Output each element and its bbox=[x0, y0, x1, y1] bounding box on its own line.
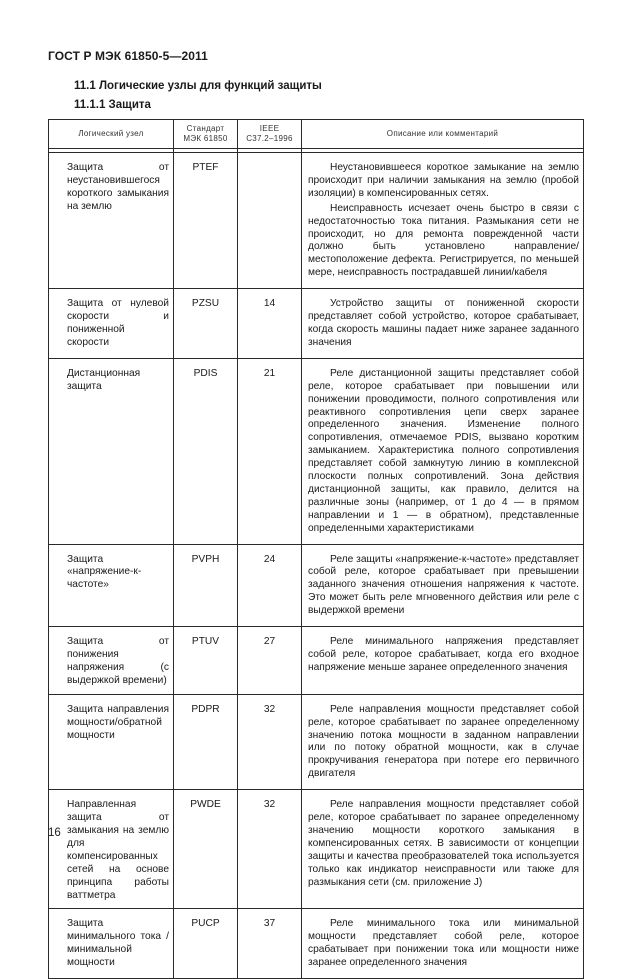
description-paragraph: Неисправность исчезает очень быстро в связи с недостаточностью тока питания. Размыкания сети не происходит, но для ремонта поврежденной части должно быть установлено направление/местоположение дефекта. Регистрируется, по меньшей мере, неисправность пострадавшей линии/кабеля bbox=[308, 202, 579, 279]
node-name-cell: Защита от неустановившегося короткого замыкания на землю bbox=[49, 153, 174, 289]
iec-code-cell: PWDE bbox=[174, 790, 238, 909]
ieee-code-cell: 37 bbox=[238, 909, 302, 979]
description-paragraph: Реле направления мощности представляет собой реле, которое срабатывает по заранее определенному значению мощности короткого замыкания в компенсированных сетях. В зависимости от концепции защиты и качества преобразователей тока используется только как индикатор неисправности или также для размыкания сети (см. приложение J) bbox=[308, 799, 579, 888]
col-header-node: Логический узел bbox=[49, 120, 174, 149]
description-paragraph: Реле минимального тока или минимальной мощности представляет собой реле, которое срабатывает при понижении тока или мощности ниже заранее определенного значения bbox=[308, 918, 579, 969]
table-header-row bbox=[49, 120, 584, 149]
description-cell bbox=[302, 289, 584, 359]
ieee-code-cell bbox=[238, 153, 302, 289]
table-row bbox=[49, 694, 584, 789]
description-cell bbox=[302, 627, 584, 695]
table-row bbox=[49, 627, 584, 695]
description-cell bbox=[302, 358, 584, 544]
node-name-cell: Направленная защита от замыкания на землю для компенсированных сетей на основе принципа работы ваттметра bbox=[49, 790, 174, 909]
table-row bbox=[49, 544, 584, 627]
description-paragraph: Реле защиты «напряжение-к-частоте» представляет собой реле, которое срабатывает при превышении заданного значения отношения напряжения к частоте. Это может быть реле мгновенного действия или реле с выдержкой времени bbox=[308, 553, 579, 617]
node-name-cell: Защита минимального тока / минимальной мощности bbox=[49, 909, 174, 979]
node-name-cell: Дистанционная защита bbox=[49, 358, 174, 544]
ieee-code-cell: 32 bbox=[238, 694, 302, 789]
ieee-code-cell: 21 bbox=[238, 358, 302, 544]
table-row bbox=[49, 289, 584, 359]
iec-code-cell: PTUV bbox=[174, 627, 238, 695]
iec-code-cell: PTEF bbox=[174, 153, 238, 289]
col-header-iec: Стандарт МЭК 61850 bbox=[174, 120, 238, 149]
description-cell bbox=[302, 694, 584, 789]
description-paragraph: Неустановившееся короткое замыкание на землю происходит при наличии замыкания на землю (пробой изоляции) в компенсированных сетях. bbox=[308, 162, 579, 199]
description-cell bbox=[302, 909, 584, 979]
section-title: 11.1 Логические узлы для функций защиты bbox=[74, 80, 322, 92]
table-row bbox=[49, 358, 584, 544]
subsection-title: 11.1.1 Защита bbox=[74, 99, 151, 111]
protection-nodes-table bbox=[48, 119, 584, 979]
node-name-cell: Защита «напряжение-к-частоте» bbox=[49, 544, 174, 627]
col-header-description: Описание или комментарий bbox=[302, 120, 584, 149]
iec-code-cell: PZSU bbox=[174, 289, 238, 359]
description-paragraph: Реле минимального напряжения представляет собой реле, которое срабатывает, когда его входное напряжение меньше заранее определенного значения bbox=[308, 636, 579, 673]
ieee-code-cell: 24 bbox=[238, 544, 302, 627]
document-header: ГОСТ Р МЭК 61850-5—2011 bbox=[48, 49, 208, 63]
description-paragraph: Реле дистанционной защиты представляет собой реле, которое срабатывает при повышении или понижении проводимости, полного сопротивления или реактивного сопротивления цепи сверх заранее определенного значения. Изменение полного сопротивления, отмечаемое PDIS, вызвано коротким замыканием. Характеристика полного сопротивления представляет собой замкнутую линию в комплексной плоскости полных сопротивлений. Зона действия дистанционной защиты, как правило, делится на различные зоны (например, от 1 до 4 — в прямом направлении и 1 — в обратном), представленные определенными характеристиками bbox=[308, 367, 579, 534]
table-row bbox=[49, 790, 584, 909]
node-name-cell: Защита направления мощности/обратной мощности bbox=[49, 694, 174, 789]
col-header-ieee: IEEE C37.2–1996 bbox=[238, 120, 302, 149]
description-cell bbox=[302, 790, 584, 909]
iec-code-cell: PDPR bbox=[174, 694, 238, 789]
node-name-cell: Защита от нулевой скорости и пониженной скорости bbox=[49, 289, 174, 359]
table-row bbox=[49, 909, 584, 979]
ieee-code-cell: 14 bbox=[238, 289, 302, 359]
description-cell bbox=[302, 544, 584, 627]
table-body bbox=[49, 153, 584, 979]
node-name-cell: Защита от понижения напряжения (с выдержкой времени) bbox=[49, 627, 174, 695]
page-number: 16 bbox=[48, 827, 61, 839]
iec-code-cell: PVPH bbox=[174, 544, 238, 627]
ieee-code-cell: 32 bbox=[238, 790, 302, 909]
description-paragraph: Реле направления мощности представляет собой реле, которое срабатывает по заранее определенному значению потока мощности в заданном направлении или по потоку обратной мощности, как в случае прокручивания генератора при потере его первичного двигателя bbox=[308, 703, 579, 780]
table-row bbox=[49, 153, 584, 289]
ieee-code-cell: 27 bbox=[238, 627, 302, 695]
iec-code-cell: PDIS bbox=[174, 358, 238, 544]
iec-code-cell: PUCP bbox=[174, 909, 238, 979]
description-paragraph: Устройство защиты от пониженной скорости представляет собой устройство, которое срабатывает, когда скорость машины падает ниже заранее заданного значения bbox=[308, 298, 579, 348]
description-cell bbox=[302, 153, 584, 289]
